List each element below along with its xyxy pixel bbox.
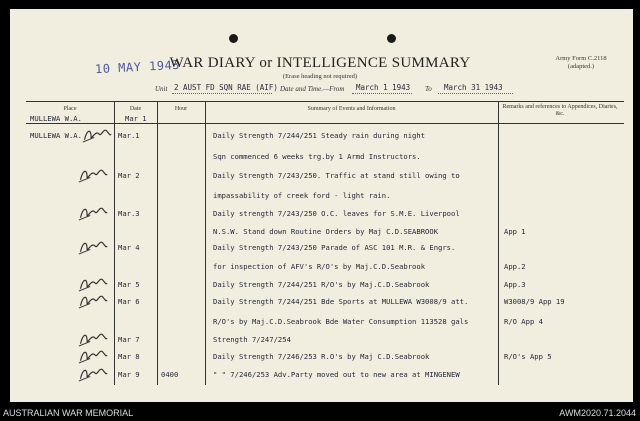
entry-summary: Daily strength 7/243/250 O.C. leaves for S.M.E. Liverpool [213, 209, 460, 218]
header-place-value: MULLEWA W.A. [30, 114, 82, 123]
unit-underline [172, 93, 272, 94]
entry-summary: Daily Strength 7/244/251 R/O's by Maj.C.D.Seabrook [213, 280, 430, 289]
entry-date: Mar 2 [118, 171, 140, 180]
unit-label: Unit [155, 85, 168, 93]
punch-hole-left [229, 34, 238, 43]
entry-remarks: R/O App 4 [504, 317, 543, 326]
received-date-stamp: 10 MAY 1943 [94, 57, 181, 77]
entry-summary: N.S.W. Stand down Routine Orders by Maj C.D.SEABROOK [213, 227, 439, 236]
col-rule-1 [114, 101, 115, 385]
entry-summary: Daily Strength 7/243/250 Parade of ASC 101 M.R. & Engrs. [213, 243, 456, 252]
entry-date: Mar 4 [118, 243, 140, 252]
col-rule-4 [498, 101, 499, 385]
entry-date: Mar 7 [118, 335, 140, 344]
entry-summary: Sqn commenced 6 weeks trg.by 1 Armd Instructors. [213, 152, 421, 161]
entry-summary: impassability of creek ford - light rain. [213, 191, 391, 200]
col-header-summary: Summary of Events and Information [307, 106, 396, 112]
from-date-value: March 1 1943 [356, 83, 411, 92]
entry-remarks: App.3 [504, 280, 526, 289]
entry-date: Mar.1 [118, 131, 140, 140]
entry-remarks: W3008/9 App 19 [504, 297, 565, 306]
entry-summary: Daily Strength 7/246/253 R.O's by Maj C.D.Seabrook [213, 352, 430, 361]
col-rule-2 [157, 101, 158, 385]
entry-remarks: App.2 [504, 262, 526, 271]
entry-date: Mar 6 [118, 297, 140, 306]
entry-summary: " " 7/246/253 Adv.Party moved out to new area at MINGENEW [213, 370, 460, 379]
entry-date: Mar 5 [118, 280, 140, 289]
header-date-value: Mar 1 [125, 114, 147, 123]
form-subtitle: (Erase heading not required) [282, 73, 358, 80]
army-form-label: Army Form C.2118 (adapted.) [555, 55, 607, 70]
header-bottom-rule [26, 123, 624, 124]
entry-summary: Daily Strength 7/244/251 Steady rain during night [213, 131, 426, 140]
col-header-remarks: Remarks and references to Appendices, Diaries, &c. [502, 104, 618, 117]
from-underline [352, 93, 412, 94]
to-date-value: March 31 1943 [444, 83, 503, 92]
entry-date: Mar 9 [118, 370, 140, 379]
entry-remarks: App 1 [504, 227, 526, 236]
col-header-hour: Hour [174, 106, 188, 112]
to-label: To [425, 85, 432, 93]
entry-summary: Strength 7/247/254 [213, 335, 291, 344]
punch-hole-right [387, 34, 396, 43]
entry-summary: R/O's by Maj.C.D.Seabrook Bde Water Consumption 113528 gals [213, 317, 469, 326]
unit-value: 2 AUST FD SQN RAE (AIF) [174, 83, 278, 92]
entry-date: Mar 8 [118, 352, 140, 361]
entry-place: MULLEWA W.A. [30, 131, 82, 140]
col-rule-3 [205, 101, 206, 385]
entry-summary: for inspection of AFV's R/O's by Maj.C.D.Seabrook [213, 262, 426, 271]
entry-remarks: R/O's App 5 [504, 352, 552, 361]
to-underline [438, 93, 513, 94]
entry-summary: Daily Strength 7/243/250. Traffic at stand still owing to [213, 171, 460, 180]
date-time-label: Date and Time.—From [280, 85, 345, 93]
col-header-place: Place [63, 106, 77, 112]
form-title: WAR DIARY or INTELLIGENCE SUMMARY [169, 55, 471, 71]
entry-date: Mar.3 [118, 209, 140, 218]
footer-id: AWM2020.71.2044 [559, 408, 636, 418]
footer-source: AUSTRALIAN WAR MEMORIAL [3, 408, 134, 418]
entry-hour: 0400 [161, 370, 179, 379]
table-top-rule [26, 101, 624, 102]
entry-summary: Daily Strength 7/244/251 Bde Sports at MULLEWA W3008/9 att. [213, 297, 469, 306]
col-header-date: Date [129, 106, 142, 112]
